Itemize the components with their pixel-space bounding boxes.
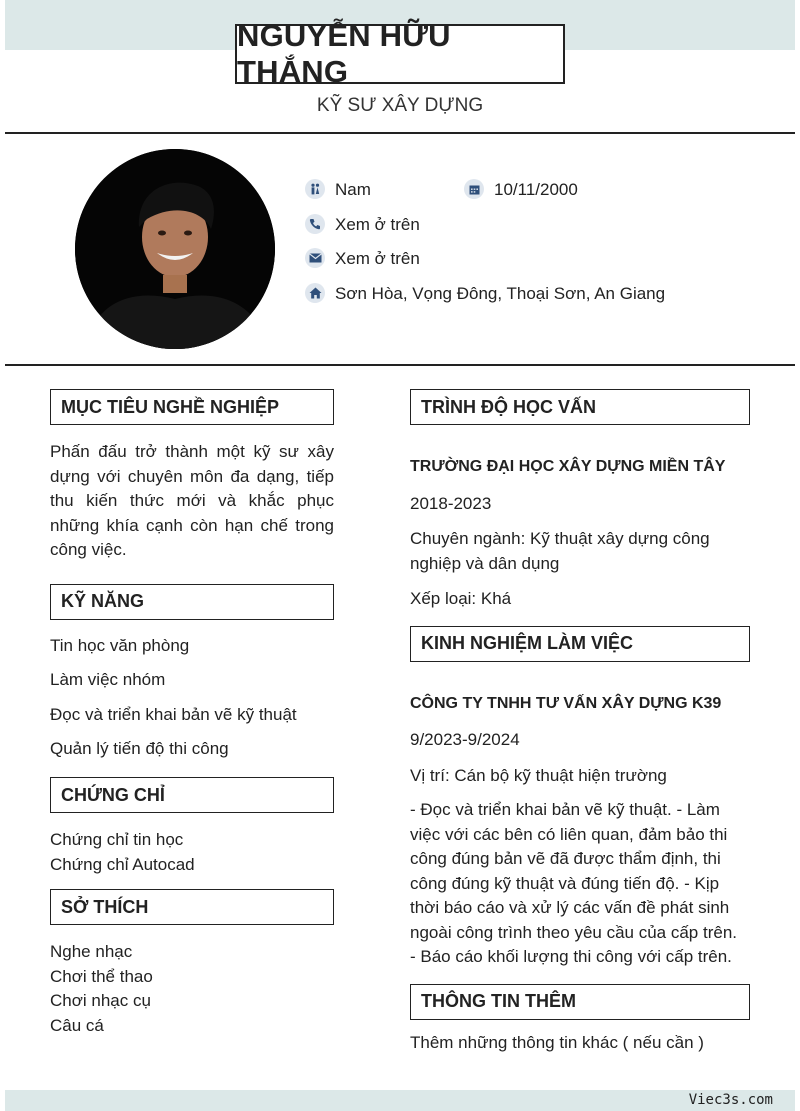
certificates-list [50, 828, 334, 877]
profile-divider [5, 364, 795, 366]
list-item: Đọc và triển khai bản vẽ kỹ thuật [50, 704, 297, 724]
mail-icon [305, 248, 325, 268]
list-item: Chứng chỉ Autocad [50, 854, 195, 874]
job-title: KỸ SƯ XÂY DỰNG [316, 95, 484, 116]
skills-list [50, 634, 334, 762]
brand-link[interactable]: Viec3s.com [688, 1092, 773, 1108]
phone-icon [305, 214, 325, 234]
home-icon [305, 283, 325, 303]
bottom-band [5, 1090, 795, 1111]
list-item: Tin học văn phòng [50, 635, 190, 655]
experience-period: 9/2023-9/2024 [410, 730, 520, 749]
education-period: 2018-2023 [410, 493, 492, 513]
email-value: Xem ở trên [335, 249, 420, 268]
list-item: Quản lý tiến độ thi công [50, 739, 229, 758]
school-name: TRƯỜNG ĐẠI HỌC XÂY DỰNG MIỀN TÂY [410, 458, 726, 475]
education-major: Chuyên ngành: Kỹ thuật xây dựng công nghiệp và dân dụng [410, 529, 710, 573]
objective-heading: MỤC TIÊU NGHỀ NGHIỆP [50, 389, 334, 425]
experience-heading: KINH NGHIỆM LÀM VIỆC [410, 626, 750, 662]
additional-heading: THÔNG TIN THÊM [410, 984, 750, 1020]
right-column [410, 389, 750, 1055]
list-item: Chứng chỉ tin học [50, 830, 184, 849]
list-item: Nghe nhạc [50, 942, 133, 961]
name-box [235, 18, 565, 89]
hobbies-list [50, 940, 334, 1038]
experience-description: - Đọc và triển khai bản vẽ kỹ thuật. - Làm việc với các bên có liên quan, đảm bảo thi công đúng bản vẽ đã được thẩm định, thi công đúng kỹ thuật và đúng tiến độ. - Kịp thời báo cáo và xử lý các vấn đề phát sinh ngoài công trình theo yêu cầu của cấp trên. - Báo cáo khối lượng thi công với cấp trên. [410, 800, 738, 966]
objective-text: Phấn đấu trở thành một kỹ sư xây dựng với chuyên môn đa dạng, tiếp thu kiến thức mới và khắc phục những khía cạnh còn hạn chế trong công việc. [50, 442, 334, 559]
birthday-value: 10/11/2000 [494, 180, 578, 199]
address-value: Sơn Hòa, Vọng Đông, Thoại Sơn, An Giang [335, 284, 666, 303]
hobbies-heading: SỞ THÍCH [50, 889, 334, 925]
left-column [50, 389, 334, 1038]
gender-icon [305, 179, 325, 199]
avatar-photo [75, 149, 275, 349]
list-item: Làm việc nhóm [50, 670, 166, 689]
gender-value: Nam [335, 180, 371, 199]
additional-text: Thêm những thông tin khác ( nếu cần ) [410, 1032, 704, 1052]
education-grade: Xếp loại: Khá [410, 589, 512, 608]
education-heading: TRÌNH ĐỘ HỌC VẤN [410, 389, 750, 425]
certificates-heading: CHỨNG CHỈ [50, 777, 334, 813]
experience-position: Vị trí: Cán bộ kỹ thuật hiện trường [410, 765, 667, 785]
calendar-icon [464, 179, 484, 199]
list-item: Chơi nhạc cụ [50, 991, 151, 1010]
phone-value: Xem ở trên [335, 215, 420, 234]
list-item: Chơi thể thao [50, 966, 153, 986]
skills-heading: KỸ NĂNG [50, 584, 334, 620]
candidate-name: NGUYỄN HỮU THẮNG [237, 18, 451, 89]
avatar [75, 149, 275, 349]
company-name: CÔNG TY TNHH TƯ VẤN XÂY DỰNG K39 [410, 694, 722, 712]
list-item: Câu cá [50, 1015, 104, 1035]
header-divider [5, 132, 795, 134]
